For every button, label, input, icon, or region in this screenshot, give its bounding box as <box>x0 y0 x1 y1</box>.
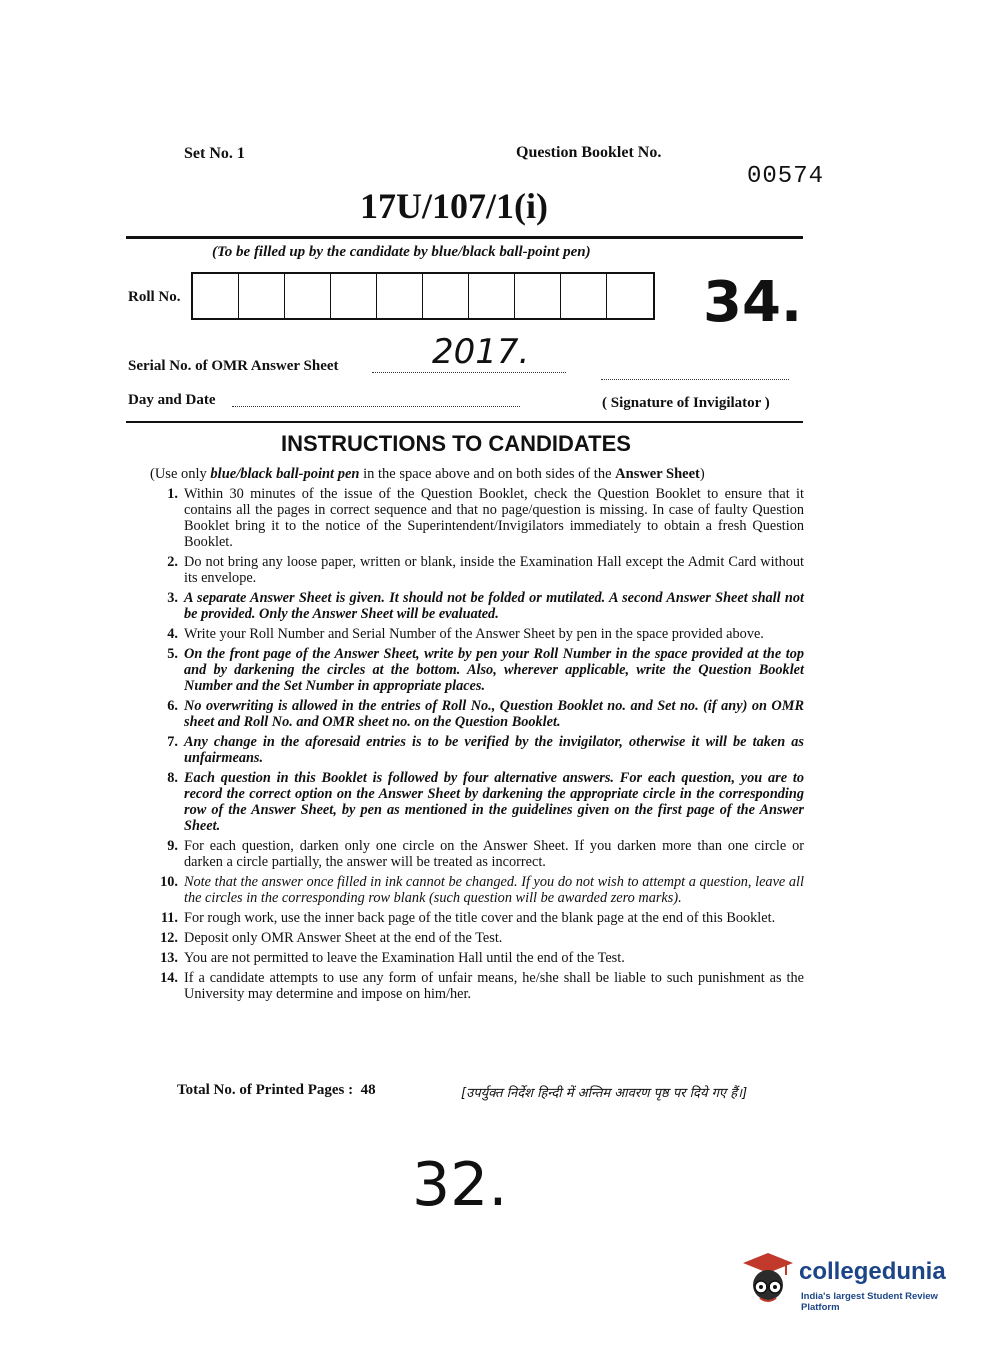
instruction-item <box>152 874 804 906</box>
instruction-text: Within 30 minutes of the issue of the Question Booklet, check the Question Booklet to ensure that it contains all the pages in correct sequence and that no page/question is missing. In case of faulty Question Booklet bring it to the notice of the Superintendent/Invigilators immediately to obtain a fresh Question Booklet. <box>184 486 804 550</box>
instruction-number: 9. <box>167 838 178 854</box>
instruction-number: 1. <box>167 486 178 502</box>
brand-name: collegedunia <box>799 1258 946 1285</box>
instruction-text: No overwriting is allowed in the entries of Roll No., Question Booklet no. and Set no. (if any) on OMR sheet and Roll No. and OMR sheet no. on the Question Booklet. <box>184 698 804 730</box>
handwritten-roll-note: 34. <box>703 270 803 335</box>
instruction-text: For each question, darken only one circle on the Answer Sheet. If you darken more than one circle or darken a circle partially, the answer will be treated as incorrect. <box>184 838 804 870</box>
roll-digit-box[interactable] <box>285 274 331 318</box>
total-pages-label: Total No. of Printed Pages : <box>177 1082 354 1098</box>
use-only-pre: (Use only <box>150 466 207 482</box>
instruction-item <box>152 698 804 730</box>
instruction-item <box>152 554 804 586</box>
roll-digit-box[interactable] <box>193 274 239 318</box>
brand-tagline: India's largest Student Review Platform <box>801 1291 938 1313</box>
instructions-heading: INSTRUCTIONS TO CANDIDATES <box>281 431 631 456</box>
use-only-note <box>150 466 705 483</box>
instruction-text: Any change in the aforesaid entries is to be verified by the invigilator, otherwise it will be taken as unfairmeans. <box>184 734 804 766</box>
instruction-number: 3. <box>167 590 178 606</box>
roll-digit-box[interactable] <box>607 274 653 318</box>
instruction-item <box>152 626 804 642</box>
roll-digit-box[interactable] <box>561 274 607 318</box>
question-booklet-label: Question Booklet No. <box>516 144 662 161</box>
instruction-item <box>152 486 804 550</box>
paper-code: 17U/107/1(i) <box>360 186 548 226</box>
handwritten-bottom-note: 32. <box>412 1150 508 1220</box>
instructions-list <box>152 486 804 1006</box>
omr-serial-label: Serial No. of OMR Answer Sheet <box>128 358 339 374</box>
roll-digit-box[interactable] <box>331 274 377 318</box>
roll-digit-box[interactable] <box>423 274 469 318</box>
use-only-mid: in the space above and on both sides of the <box>363 466 612 482</box>
instruction-item <box>152 930 804 946</box>
instruction-number: 4. <box>167 626 178 642</box>
instruction-item <box>152 770 804 834</box>
instruction-text: A separate Answer Sheet is given. It should not be folded or mutilated. A second Answer Sheet shall not be provided. Only the Answer Sheet will be evaluated. <box>184 590 804 622</box>
student-mascot-icon <box>741 1251 795 1307</box>
instruction-text: Do not bring any loose paper, written or blank, inside the Examination Hall except the Admit Card without its envelope. <box>184 554 804 586</box>
roll-digit-box[interactable] <box>239 274 285 318</box>
instruction-text: You are not permitted to leave the Examination Hall until the end of the Test. <box>184 950 625 966</box>
day-date-label: Day and Date <box>128 392 216 408</box>
roll-number-label: Roll No. <box>128 289 181 305</box>
instruction-item <box>152 950 804 966</box>
set-number: Set No. 1 <box>184 145 245 162</box>
instruction-text: Deposit only OMR Answer Sheet at the end of the Test. <box>184 930 503 946</box>
instruction-number: 8. <box>167 770 178 786</box>
instruction-number: 10. <box>160 874 178 890</box>
instruction-text: Note that the answer once filled in ink cannot be changed. If you do not wish to attempt a question, leave all the circles in the corresponding row blank (such question will be awarded zero marks). <box>184 874 804 906</box>
brand-logo[interactable] <box>741 1251 966 1311</box>
instruction-item <box>152 590 804 622</box>
day-date-field[interactable] <box>232 405 520 407</box>
roll-digit-box[interactable] <box>469 274 515 318</box>
roll-number-boxes[interactable] <box>191 272 655 320</box>
instruction-item <box>152 970 804 1002</box>
use-only-pen: blue/black ball-point pen <box>210 466 360 482</box>
instruction-number: 5. <box>167 646 178 662</box>
total-pages <box>177 1082 376 1099</box>
use-only-sheet: Answer Sheet <box>615 466 700 482</box>
instruction-number: 2. <box>167 554 178 570</box>
roll-digit-box[interactable] <box>377 274 423 318</box>
instruction-number: 12. <box>160 930 178 946</box>
instruction-number: 14. <box>160 970 178 986</box>
roll-digit-box[interactable] <box>515 274 561 318</box>
instruction-item <box>152 646 804 694</box>
question-booklet-number: 00574 <box>747 163 825 190</box>
handwritten-serial-note: 2017. <box>432 332 530 372</box>
instruction-number: 6. <box>167 698 178 714</box>
instruction-text: Each question in this Booklet is followed by four alternative answers. For each question, you are to record the correct option on the Answer Sheet by darkening the appropriate circle in the corresponding row of the Answer Sheet, by pen as mentioned in the guidelines given on the first page of the Answer Sheet. <box>184 770 804 834</box>
instruction-number: 11. <box>160 910 178 926</box>
instruction-number: 13. <box>160 950 178 966</box>
instruction-text: On the front page of the Answer Sheet, write by pen your Roll Number in the space provided at the top and by darkening the circles at the bottom. Also, wherever applicable, write the Question Booklet Number and the Set Number in appropriate places. <box>184 646 804 694</box>
instruction-number: 7. <box>167 734 178 750</box>
instruction-item <box>152 910 804 926</box>
top-divider <box>126 236 803 239</box>
hindi-note: [उपर्युक्त निर्देश हिन्दी में अन्तिम आवरण पृष्ठ पर दिये गए हैं।] <box>461 1086 748 1101</box>
instruction-text: If a candidate attempts to use any form of unfair means, he/she shall be liable to such punishment as the University may determine and impose on him/her. <box>184 970 804 1002</box>
total-pages-value: 48 <box>360 1082 376 1098</box>
instruction-item <box>152 838 804 870</box>
instruction-item <box>152 734 804 766</box>
instruction-text: For rough work, use the inner back page of the title cover and the blank page at the end of this Booklet. <box>184 910 776 926</box>
fill-instruction-note: (To be filled up by the candidate by blue/black ball-point pen) <box>212 244 591 260</box>
use-only-post: ) <box>699 466 705 482</box>
instruction-text: Write your Roll Number and Serial Number of the Answer Sheet by pen in the space provided above. <box>184 626 764 642</box>
signature-invigilator-label: ( Signature of Invigilator ) <box>602 395 770 411</box>
signature-line[interactable] <box>601 378 789 380</box>
bottom-divider <box>126 421 803 423</box>
